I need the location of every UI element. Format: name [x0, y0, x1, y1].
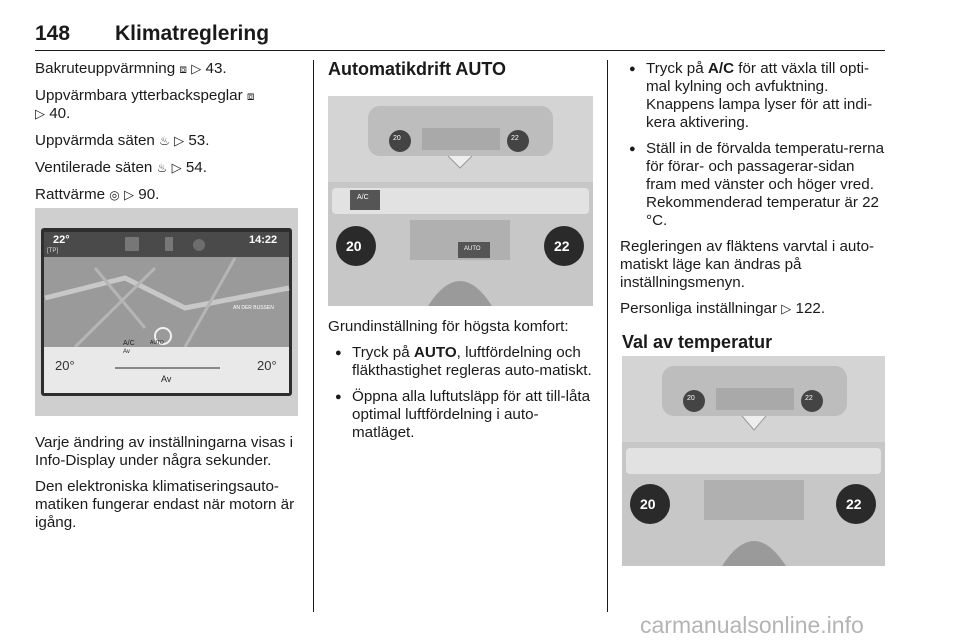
page-ref-link[interactable]: 90. [138, 186, 160, 203]
display-temp-right: 20° [257, 358, 277, 373]
paragraph: Den elektroniska klimatiseringsauto-matiken fungerar endast när motorn är igång. [35, 478, 295, 531]
climate-panel-illustration [622, 356, 885, 566]
paragraph: Varje ändring av inställningarna visas i Info-Display under några sekunder. [35, 434, 294, 469]
page-ref-link[interactable]: 122. [795, 300, 826, 317]
panel-temp-left-small: 20 [393, 135, 401, 142]
bullet-item: ● Ställ in de förvalda temperatu-rerna för förar- och passagerar-sidan fram med vänster och höger vred. Rekommenderad temperatur är 22 °C. [622, 140, 888, 230]
ref-line-rear-window: Bakruteuppvärmning ⧈ ▷ 43. [35, 60, 227, 77]
display-ac-status: Av [123, 349, 130, 355]
page-ref-link[interactable]: 54. [185, 159, 207, 176]
page-ref-arrow-icon: ▷ [35, 107, 45, 122]
column-3 [622, 60, 888, 351]
column-2 [328, 60, 594, 78]
panel-temp-left-small: 20 [687, 395, 695, 402]
page-ref-link[interactable]: 43. [205, 60, 227, 77]
section-title-auto: Automatikdrift AUTO [328, 59, 506, 79]
display-temp-left: 20° [55, 358, 75, 373]
page-ref-arrow-icon: ▷ [174, 134, 185, 149]
bullet-item: ● Tryck på AUTO, luftfördelning och fläkthastighet regleras auto-matiskt. [328, 344, 594, 380]
ac-keyword: A/C [707, 60, 735, 77]
panel-temp-right-small: 22 [511, 135, 519, 142]
page-ref-arrow-icon: ▷ [191, 62, 202, 77]
info-display-photo [35, 208, 298, 416]
display-tp-label: [TP] [47, 248, 59, 254]
panel-temp-right-knob: 22 [846, 496, 862, 512]
page-ref-arrow-icon: ▷ [124, 188, 135, 203]
panel-temp-right-knob: 22 [554, 238, 570, 254]
display-auto-label: AUTO [150, 340, 164, 346]
display-clock: 14:22 [249, 234, 278, 246]
bullet-list [328, 344, 594, 442]
bullet-item: ● Öppna alla luftutsläpp för att till-låta optimal luftfördelning i auto-matläget. [328, 388, 594, 442]
bullet-item: ● Tryck på A/C för att växla till opti-mal kylning och avfuktning. Knappens lampa lyser för att indi-kera aktivering. [622, 60, 888, 132]
page-ref-link[interactable]: 40. [49, 105, 71, 122]
header-divider [35, 50, 885, 51]
ref-line-heated-seats: Uppvärmda säten ♨ ▷ 53. [35, 132, 210, 149]
mirror-heating-icon: ⧈ [246, 89, 255, 103]
panel-temp-left-knob: 20 [346, 238, 362, 254]
display-ac-label: A/C [123, 340, 135, 347]
ref-line-ventilated-seats: Ventilerade säten ♨ ▷ 54. [35, 159, 207, 176]
ventilated-seat-icon: ♨ [156, 161, 168, 175]
climate-panel-photo-auto [328, 96, 593, 306]
steering-wheel-heat-icon: ◎ [109, 188, 120, 202]
panel-auto-button: AUTO [464, 246, 481, 252]
column-divider-2 [607, 60, 608, 612]
page-ref-link[interactable]: 53. [188, 132, 210, 149]
bullet-list [622, 60, 888, 230]
page-ref-arrow-icon: ▷ [171, 161, 182, 176]
page-ref-arrow-icon: ▷ [781, 302, 792, 317]
auto-keyword: AUTO [413, 344, 457, 361]
display-fan-label: Av [161, 374, 172, 384]
intro-text: Grundinställning för högsta komfort: [328, 318, 569, 335]
panel-temp-right-small: 22 [805, 395, 813, 402]
section-title-temperature: Val av temperatur [622, 332, 773, 352]
column-divider-1 [313, 60, 314, 612]
personal-settings-ref: Personliga inställningar ▷ 122. [620, 300, 826, 317]
climate-panel-photo-temperature [622, 356, 885, 566]
display-temp-outside: 22° [53, 234, 70, 246]
ref-line-steering-heat: Rattvärme ◎ ▷ 90. [35, 186, 160, 203]
page-number: 148 [35, 22, 71, 45]
page-title: Klimatreglering [115, 22, 270, 45]
panel-temp-left-knob: 20 [640, 496, 656, 512]
ref-line-mirrors: Uppvärmbara ytterbackspeglar ⧈ ▷ 40. [35, 87, 255, 122]
paragraph: Regleringen av fläktens varvtal i auto-matiskt läge kan ändras på inställningsmenyn. [620, 238, 875, 291]
display-street-label: AN DER BUSSEN [233, 305, 274, 311]
heated-seat-icon: ♨ [159, 134, 170, 148]
page-header [35, 8, 885, 52]
column-2-text [328, 318, 594, 450]
panel-ac-button: A/C [357, 194, 369, 201]
watermark: carmanualsonline.info [640, 612, 864, 638]
column-1 [35, 60, 301, 213]
column-1-text [35, 434, 301, 540]
climate-panel-illustration [328, 96, 593, 306]
rear-window-heating-icon: ⧈ [179, 62, 188, 76]
